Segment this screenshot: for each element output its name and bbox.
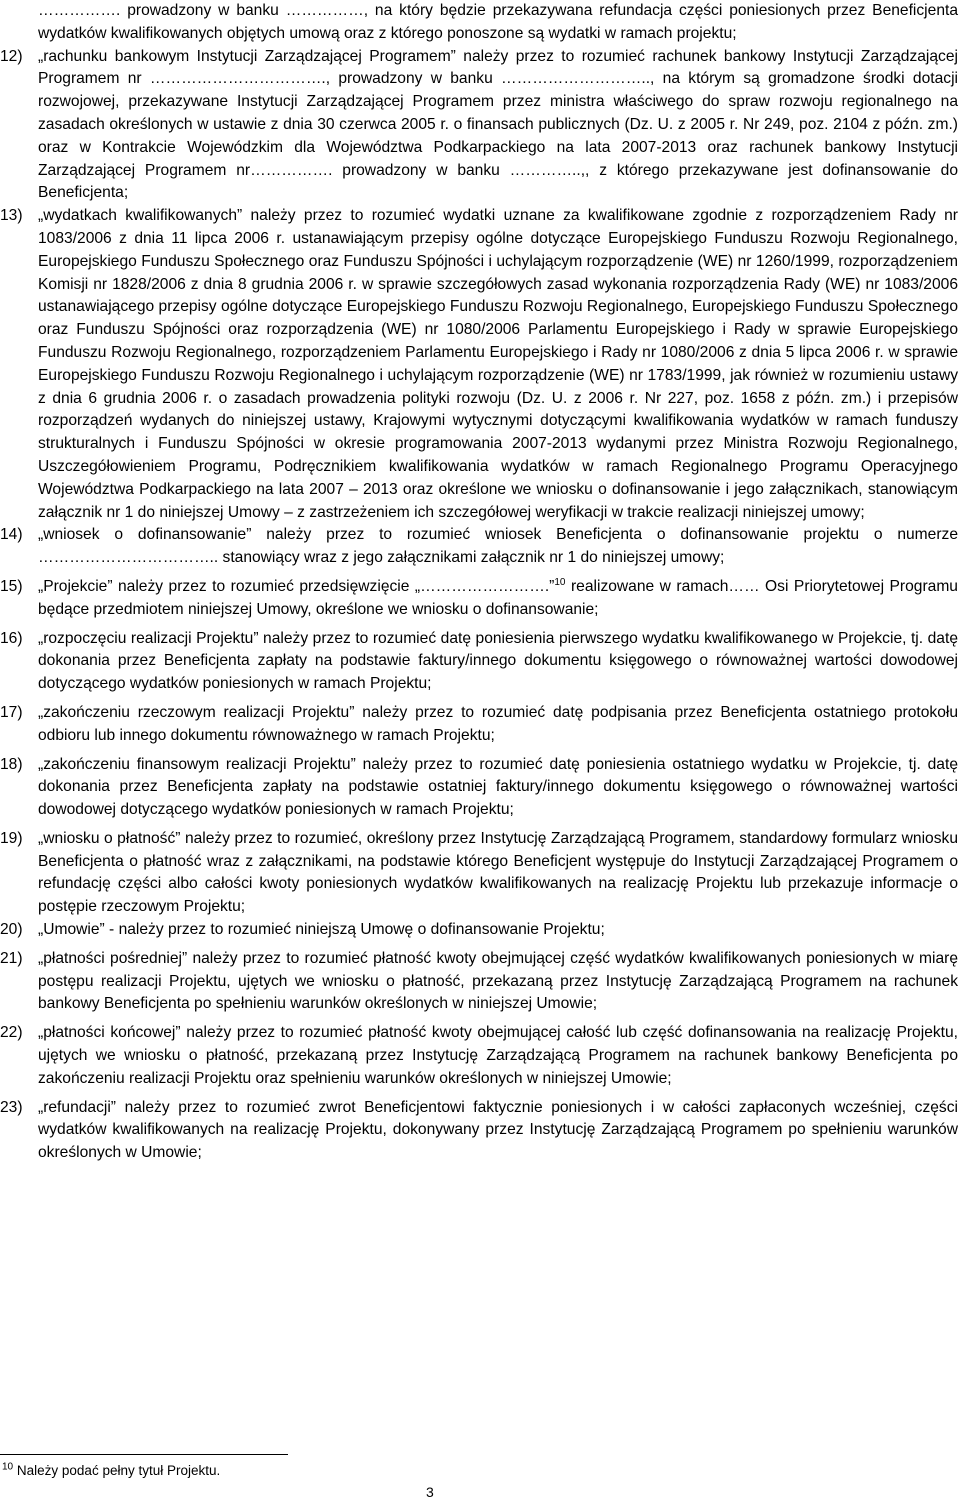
item-text: „rozpoczęciu realizacji Projektu” należy przez to rozumieć datę poniesienia pierwszego wydatku kwalifikowanego w Projekcie, tj. datę dokonania przez Beneficjenta zapłaty na podstawie faktury/innego dokumentu księgowego o równoważnej wartości dowodowej dotyczącego wydatków poniesionych w ramach Projektu; [38, 629, 958, 693]
definition-item-22 [0, 1022, 958, 1090]
item-number: 17) [0, 703, 23, 721]
item-text: „wniosek o dofinansowanie” należy przez to rozumieć wniosek Beneficjenta o dofinansowanie projektu o numerze …………………………….. stanowiący wraz z jego załącznikami załącznik nr 1 do niniejszej umowy; [38, 526, 958, 567]
definition-item-15 [0, 576, 958, 622]
definition-item-20 [0, 919, 958, 942]
item-text: „Umowie” - należy przez to rozumieć niniejszą Umowę o dofinansowanie Projektu; [38, 921, 605, 939]
definition-item-16 [0, 628, 958, 696]
item-number: 21) [0, 949, 23, 967]
footnote-marker: 10 [2, 1461, 14, 1473]
item-number: 19) [0, 829, 23, 847]
item-text: „zakończeniu finansowym realizacji Projektu” należy przez to rozumieć datę poniesienia ostatniego wydatku w Projekcie, tj. datę dokonania przez Beneficjenta zapłaty na podstawie ostatniej faktury/innego dokumentu księgowego o równoważnej wartości dowodowej dotyczącego wydatków poniesionych w ramach Projektu; [38, 755, 958, 819]
intro-paragraph: ……………. prowadzony w banku ……………, na który będzie przekazywana refundacja części poniesionych przez Beneficjenta wydatków kwalifikowanych objętych umową oraz z którego ponoszone są wydatki w ramach projektu; [38, 2, 958, 42]
item-text-continued: realizowane w ramach…… Osi Priorytetowej Programu będące przedmiotem niniejszej Umowy, określone we wniosku o dofinansowanie; [38, 577, 958, 618]
definition-item-17 [0, 702, 958, 748]
item-text: „refundacji” należy przez to rozumieć zwrot Beneficjentowi faktycznie poniesionych i w całości zapłaconych wcześniej, części wydatków kwalifikowanych na realizację Projektu, dokonywany przez Instytucję Zarządzającą Programem po spełnieniu warunków określonych w Umowie; [38, 1098, 958, 1162]
footnote-separator [0, 1454, 288, 1455]
definition-item-12 [0, 46, 958, 206]
footnote-reference[interactable]: 10 [554, 576, 566, 588]
item-text: „rachunku bankowym Instytucji Zarządzającej Programem” należy przez to rozumieć rachunek bankowy Instytucji Zarządzającej Programem nr ……………………………., prowadzony w banku ……………………….., na którym są gromadzone środki dotacji rozwojowej, przekazywane Instytucji Zarządzającej Programem przez ministra właściwego do spraw rozwoju regionalnego na zasadach określonych w ustawie z dnia 30 czerwca 2005 r. o finansach publicznych (Dz. U. z 2005 r. Nr 249, poz. 2104 z późn. zm.) oraz w Kontrakcie Wojewódzkim dla Województwa Podkarpackiego na lata 2007-2013 oraz rachunek bankowy Instytucji Zarządzającej Programem nr……………. prowadzony w banku …………..,, z którego przekazywane jest dofinansowanie do Beneficjenta; [38, 47, 958, 202]
definitions-list [0, 46, 958, 1165]
item-text: „Projekcie” należy przez to rozumieć przedsięwzięcie „…………………….” [38, 577, 555, 595]
item-number: 20) [0, 921, 23, 939]
item-text: „płatności pośredniej” należy przez to rozumieć płatność kwoty obejmującej część wydatków kwalifikowanych poniesionych w miarę postępu realizacji Projektu, ujętych we wniosku o płatność, przekazaną przez Instytucję Zarządzającą Programem na rachunek bankowy Beneficjenta po spełnieniu warunków określonych w niniejszej Umowie; [38, 949, 958, 1013]
item-number: 18) [0, 755, 23, 773]
item-text: „zakończeniu rzeczowym realizacji Projektu” należy przez to rozumieć datę podpisania przez Beneficjenta ostatniego protokołu odbioru lub innego dokumentu równoważnego w ramach Projektu; [38, 703, 958, 744]
item-text: „wniosku o płatność” należy przez to rozumieć, określony przez Instytucję Zarządzającą Programem, standardowy formularz wniosku Beneficjenta o płatność wraz z załącznikami, na podstawie którego Beneficjent występuje do Instytucji Zarządzającej Programem o refundację części albo całości kwoty poniesionych wydatków kwalifikowanych na realizację Projektu lub przekazuje informacje o postępie rzeczowym Projektu; [38, 829, 958, 916]
item-number: 23) [0, 1098, 23, 1116]
item-number: 15) [0, 577, 23, 595]
item-number: 13) [0, 207, 23, 225]
page-number: 3 [426, 1484, 434, 1500]
item-number: 16) [0, 629, 23, 647]
definition-item-21 [0, 948, 958, 1016]
definition-item-23 [0, 1097, 958, 1165]
footnote-text: Należy podać pełny tytuł Projektu. [16, 1463, 221, 1478]
footnote [2, 1462, 220, 1480]
item-number: 22) [0, 1024, 23, 1042]
definition-item-14 [0, 524, 958, 570]
definition-item-18 [0, 754, 958, 822]
item-number: 14) [0, 526, 23, 544]
item-number: 12) [0, 47, 23, 65]
item-text: „wydatkach kwalifikowanych” należy przez to rozumieć wydatki uznane za kwalifikowane zgodnie z rozporządzeniem Rady nr 1083/2006 z dnia 11 lipca 2006 r. ustanawiającym przepisy ogólne dotyczące Europejskiego Funduszu Rozwoju Regionalnego, Europejskiego Funduszu Społecznego oraz Funduszu Spójności i uchylającym rozporządzenie (WE) nr 1260/1999, rozporządzeniem Komisji nr 1828/2006 z dnia 8 grudnia 2006 r. w sprawie szczegółowych zasad wykonania rozporządzenia Rady (WE) nr 1083/2006 ustanawiającego przepisy ogólne dotyczące Europejskiego Funduszu Rozwoju Regionalnego, Europejskiego Funduszu Społecznego oraz Funduszu Spójności oraz rozporządzenia (WE) nr 1080/2006 Parlamentu Europejskiego i Rady w sprawie Europejskiego Funduszu Rozwoju Regionalnego, rozporządzeniem Parlamentu Europejskiego i Rady nr 1080/2006 z dnia 5 lipca 2006 r. w sprawie Europejskiego Funduszu Rozwoju Regionalnego i uchylającym rozporządzenie (WE) nr 1783/1999, jak również w rozumieniu ustawy z dnia 6 grudnia 2006 r. o zasadach prowadzenia polityki rozwoju (Dz. U. z 2006 r. Nr 227, poz. 1658 z późn. zm.) i przepisów rozporządzeń wydanych do niniejszej ustawy, Krajowymi wytycznymi dotyczącymi kwalifikowania wydatków w ramach funduszy strukturalnych i Funduszu Spójności w okresie programowania 2007-2013 wydanymi przez Ministra Rozwoju Regionalnego, Uszczegółowieniem Programu, Podręcznikiem kwalifikowania wydatków w ramach Regionalnego Programu Operacyjnego Województwa Podkarpackiego na lata 2007 – 2013 oraz określone we wniosku o dofinansowanie i jego załącznikach, stanowiącym załącznik nr 1 do niniejszej Umowy – z zastrzeżeniem ich szczegółowej weryfikacji w trakcie realizacji niniejszej umowy; [38, 207, 958, 521]
definition-item-19 [0, 828, 958, 919]
definition-item-13 [0, 205, 958, 524]
item-text: „płatności końcowej” należy przez to rozumieć płatność kwoty obejmującej całość lub część dofinansowania na realizację Projektu, ujętych we wniosku o płatność, przekazaną przez Instytucję Zarządzającą Programem na rachunek bankowy Beneficjenta po zakończeniu realizacji Projektu oraz spełnieniu warunków określonych w niniejszej Umowie; [38, 1024, 958, 1087]
